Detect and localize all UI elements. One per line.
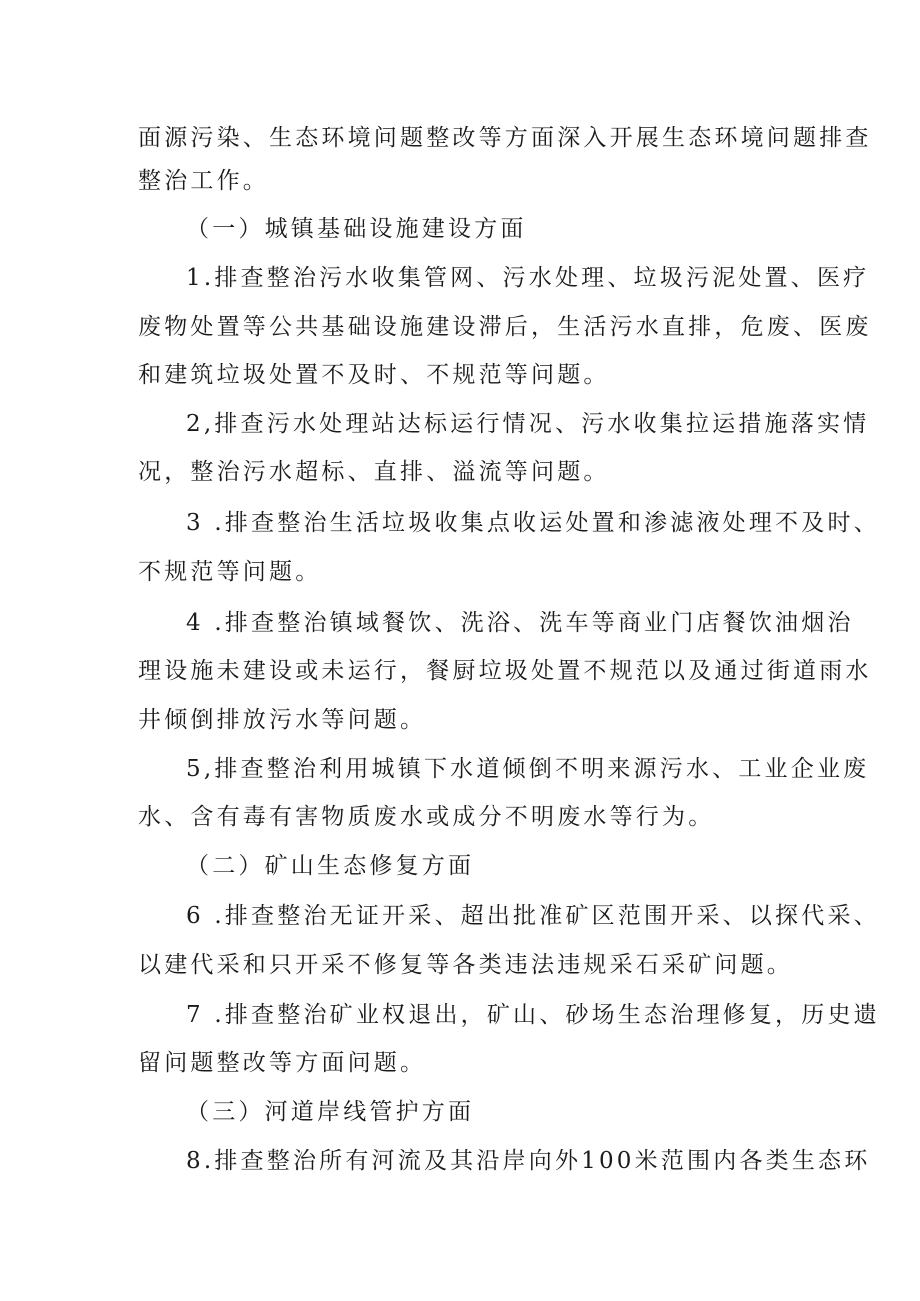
text-line: 4 .排查整治镇域餐饮、洗浴、洗车等商业门店餐饮油烟治 xyxy=(186,610,854,636)
text-line: 3 .排查整治生活垃圾收集点收运处置和渗滤液处理不及时、 xyxy=(186,510,880,536)
section-heading-1: （一）城镇基础设施建设方面 xyxy=(186,216,527,242)
text-line: 和建筑垃圾处置不及时、不规范等问题。 xyxy=(138,362,610,388)
text-line: 不规范等问题。 xyxy=(138,559,322,585)
text-line: 留问题整改等方面问题。 xyxy=(138,1050,427,1076)
text-line: 5,排查整治利用城镇下水道倾倒不明来源污水、工业企业废 xyxy=(186,756,870,782)
text-line: 况，整治污水超标、直排、溢流等问题。 xyxy=(138,459,610,485)
text-line: 理设施未建设或未运行，餐厨垃圾处置不规范以及通过街道雨水 xyxy=(138,658,872,684)
text-line: 井倾倒排放污水等问题。 xyxy=(138,707,427,733)
text-line: 废物处置等公共基础设施建设滞后，生活污水直排，危废、医废 xyxy=(138,314,872,340)
text-line: 1.排查整治污水收集管网、污水处理、垃圾污泥处置、医疗 xyxy=(186,265,870,291)
text-line: 7 .排查整治矿业权退出，矿山、砂场生态治理修复，历史遗 xyxy=(186,1002,880,1028)
section-heading-2: （二）矿山生态修复方面 xyxy=(186,853,475,879)
text-line: 以建代采和只开采不修复等各类违法违规采石采矿问题。 xyxy=(138,952,793,978)
section-heading-3: （三）河道岸线管护方面 xyxy=(186,1099,475,1125)
text-line: 水、含有毒有害物质废水或成分不明废水等行为。 xyxy=(138,804,715,830)
text-line: 整治工作。 xyxy=(138,168,269,194)
text-line: 面源污染、生态环境问题整改等方面深入开展生态环境问题排查 xyxy=(138,125,872,151)
text-line: 2,排查污水处理站达标运行情况、污水收集拉运措施落实情 xyxy=(186,411,870,437)
text-line: 8.排查整治所有河流及其沿岸向外100米范围内各类生态环 xyxy=(186,1148,871,1174)
text-line: 6 .排查整治无证开采、超出批准矿区范围开采、以探代采、 xyxy=(186,903,880,929)
